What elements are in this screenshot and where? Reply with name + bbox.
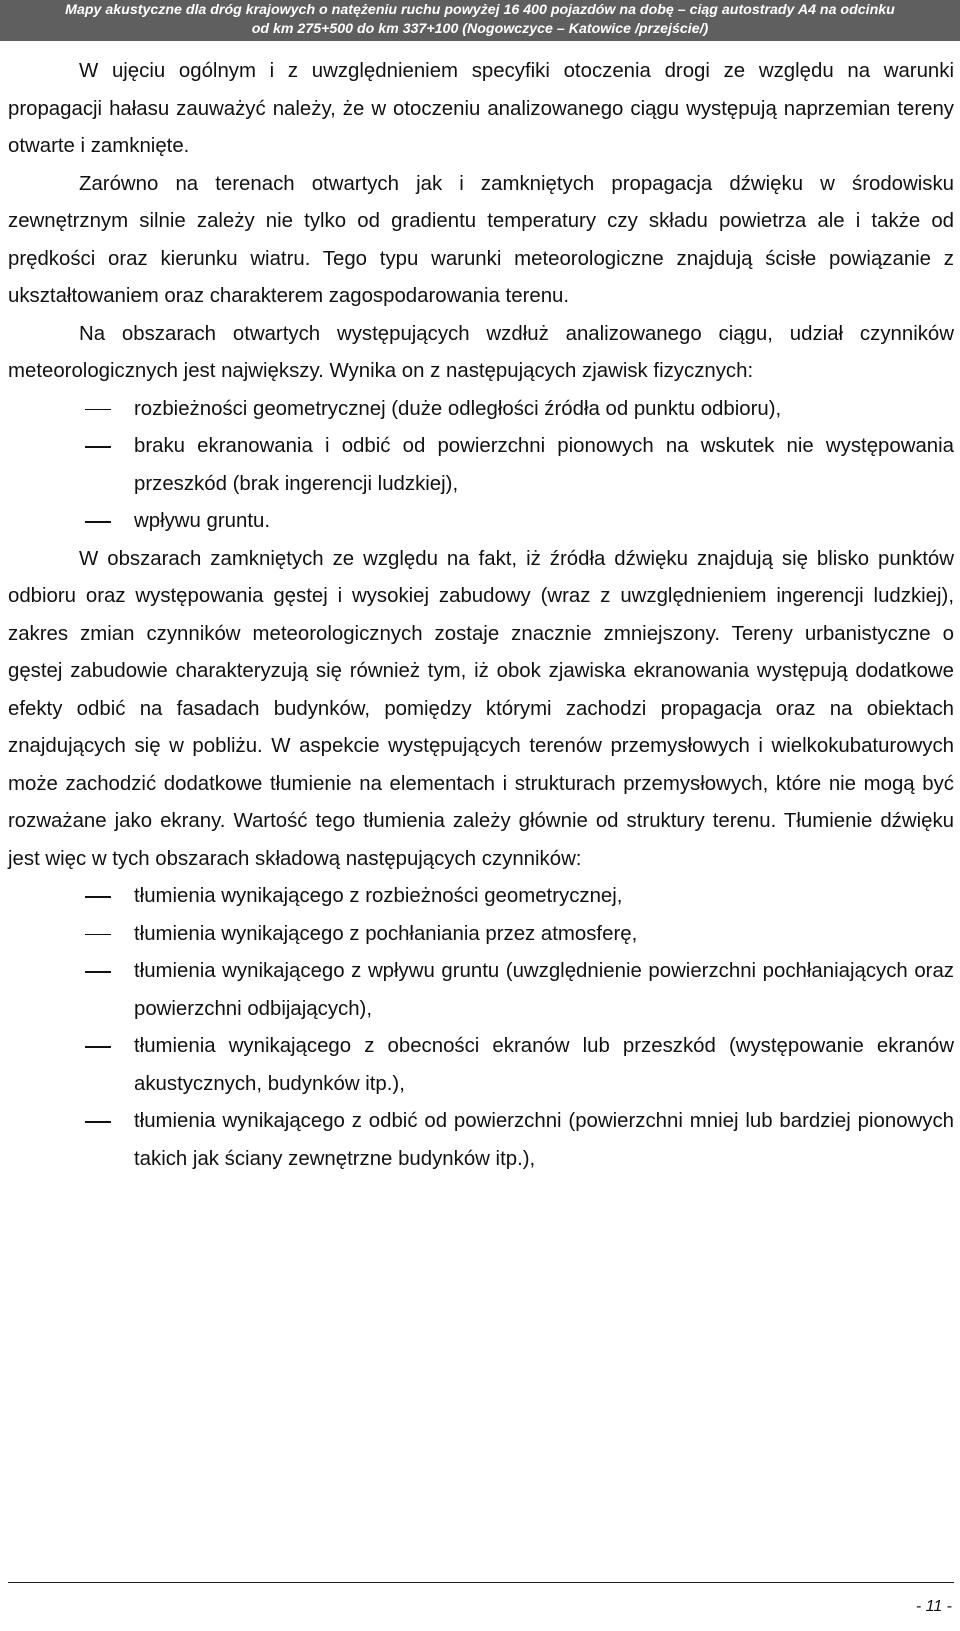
list-item: rozbieżności geometrycznej (duże odległości źródła od punktu odbioru), <box>8 391 954 429</box>
footer-divider <box>8 1582 954 1583</box>
list-item: wpływu gruntu. <box>8 503 954 541</box>
dash-bullet <box>85 1046 111 1048</box>
list-item: tłumienia wynikającego z rozbieżności geometrycznej, <box>8 878 954 916</box>
dash-bullet <box>85 1121 111 1123</box>
header-line-2: od km 275+500 do km 337+100 (Nogowczyce – Katowice /przejście/) <box>251 21 709 37</box>
dash-bullet <box>85 446 111 448</box>
paragraph-3: Na obszarach otwartych występujących wzdłuż analizowanego ciągu, udział czynników meteorologicznych jest największy. Wynika on z następujących zjawisk fizycznych: <box>8 322 954 382</box>
paragraph-2: Zarówno na terenach otwartych jak i zamkniętych propagacja dźwięku w środowisku zewnętrznym silnie zależy nie tylko od gradientu temperatury czy składu powietrza ale i także od prędkości oraz kierunku wiatru. Tego typu warunki meteorologiczne znajdują ścisłe powiązanie z ukształtowaniem oraz charakterem zagospodarowania terenu. <box>8 172 954 307</box>
dash-bullet <box>85 896 111 898</box>
bullet-list-2 <box>8 878 954 1178</box>
dash-bullet <box>85 971 111 973</box>
paragraph-4: W obszarach zamkniętych ze względu na fakt, iż źródła dźwięku znajdują się blisko punktów odbioru oraz występowania gęstej i wysokiej zabudowy (wraz z uwzględnieniem ingerencji ludzkiej), zakres zmian czynników meteorologicznych zostaje znacznie zmniejszony. Tereny urbanistyczne o gęstej zabudowie charakteryzują się również tym, iż obok zjawiska ekranowania występują dodatkowe efekty odbić na fasadach budynków, pomiędzy którymi zachodzi propagacja oraz na obiektach znajdujących się w pobliżu. W aspekcie występujących terenów przemysłowych i wielkokubaturowych może zachodzić dodatkowe tłumienie na elementach i strukturach przemysłowych, które nie mogą być rozważane jako ekrany. Wartość tego tłumienia zależy głównie od struktury terenu. Tłumienie dźwięku jest więc w tych obszarach składową następujących czynników: <box>8 547 954 870</box>
header-line-1: Mapy akustyczne dla dróg krajowych o natężeniu ruchu powyżej 16 400 pojazdów na dobę – ciąg autostrady A4 na odcinku <box>65 2 895 18</box>
document-body <box>8 53 954 1178</box>
document-header <box>0 0 960 41</box>
dash-bullet <box>85 409 111 411</box>
list-item: tłumienia wynikającego z wpływu gruntu (uwzględnienie powierzchni pochłaniających oraz powierzchni odbijających), <box>8 953 954 1028</box>
paragraph-1: W ujęciu ogólnym i z uwzględnieniem specyfiki otoczenia drogi ze względu na warunki propagacji hałasu zauważyć należy, że w otoczeniu analizowanego ciągu występują naprzemian tereny otwarte i zamknięte. <box>8 60 954 157</box>
dash-bullet <box>85 521 111 523</box>
list-item: tłumienia wynikającego z odbić od powierzchni (powierzchni mniej lub bardziej pionowych takich jak ściany zewnętrzne budynków itp.), <box>8 1103 954 1178</box>
list-item: tłumienia wynikającego z pochłaniania przez atmosferę, <box>8 916 954 954</box>
dash-bullet <box>85 934 111 936</box>
bullet-list-1 <box>8 391 954 541</box>
list-item: braku ekranowania i odbić od powierzchni pionowych na wskutek nie występowania przeszkód (brak ingerencji ludzkiej), <box>8 428 954 503</box>
page-number: - 11 - <box>915 1598 952 1615</box>
list-item: tłumienia wynikającego z obecności ekranów lub przeszkód (występowanie ekranów akustycznych, budynków itp.), <box>8 1028 954 1103</box>
